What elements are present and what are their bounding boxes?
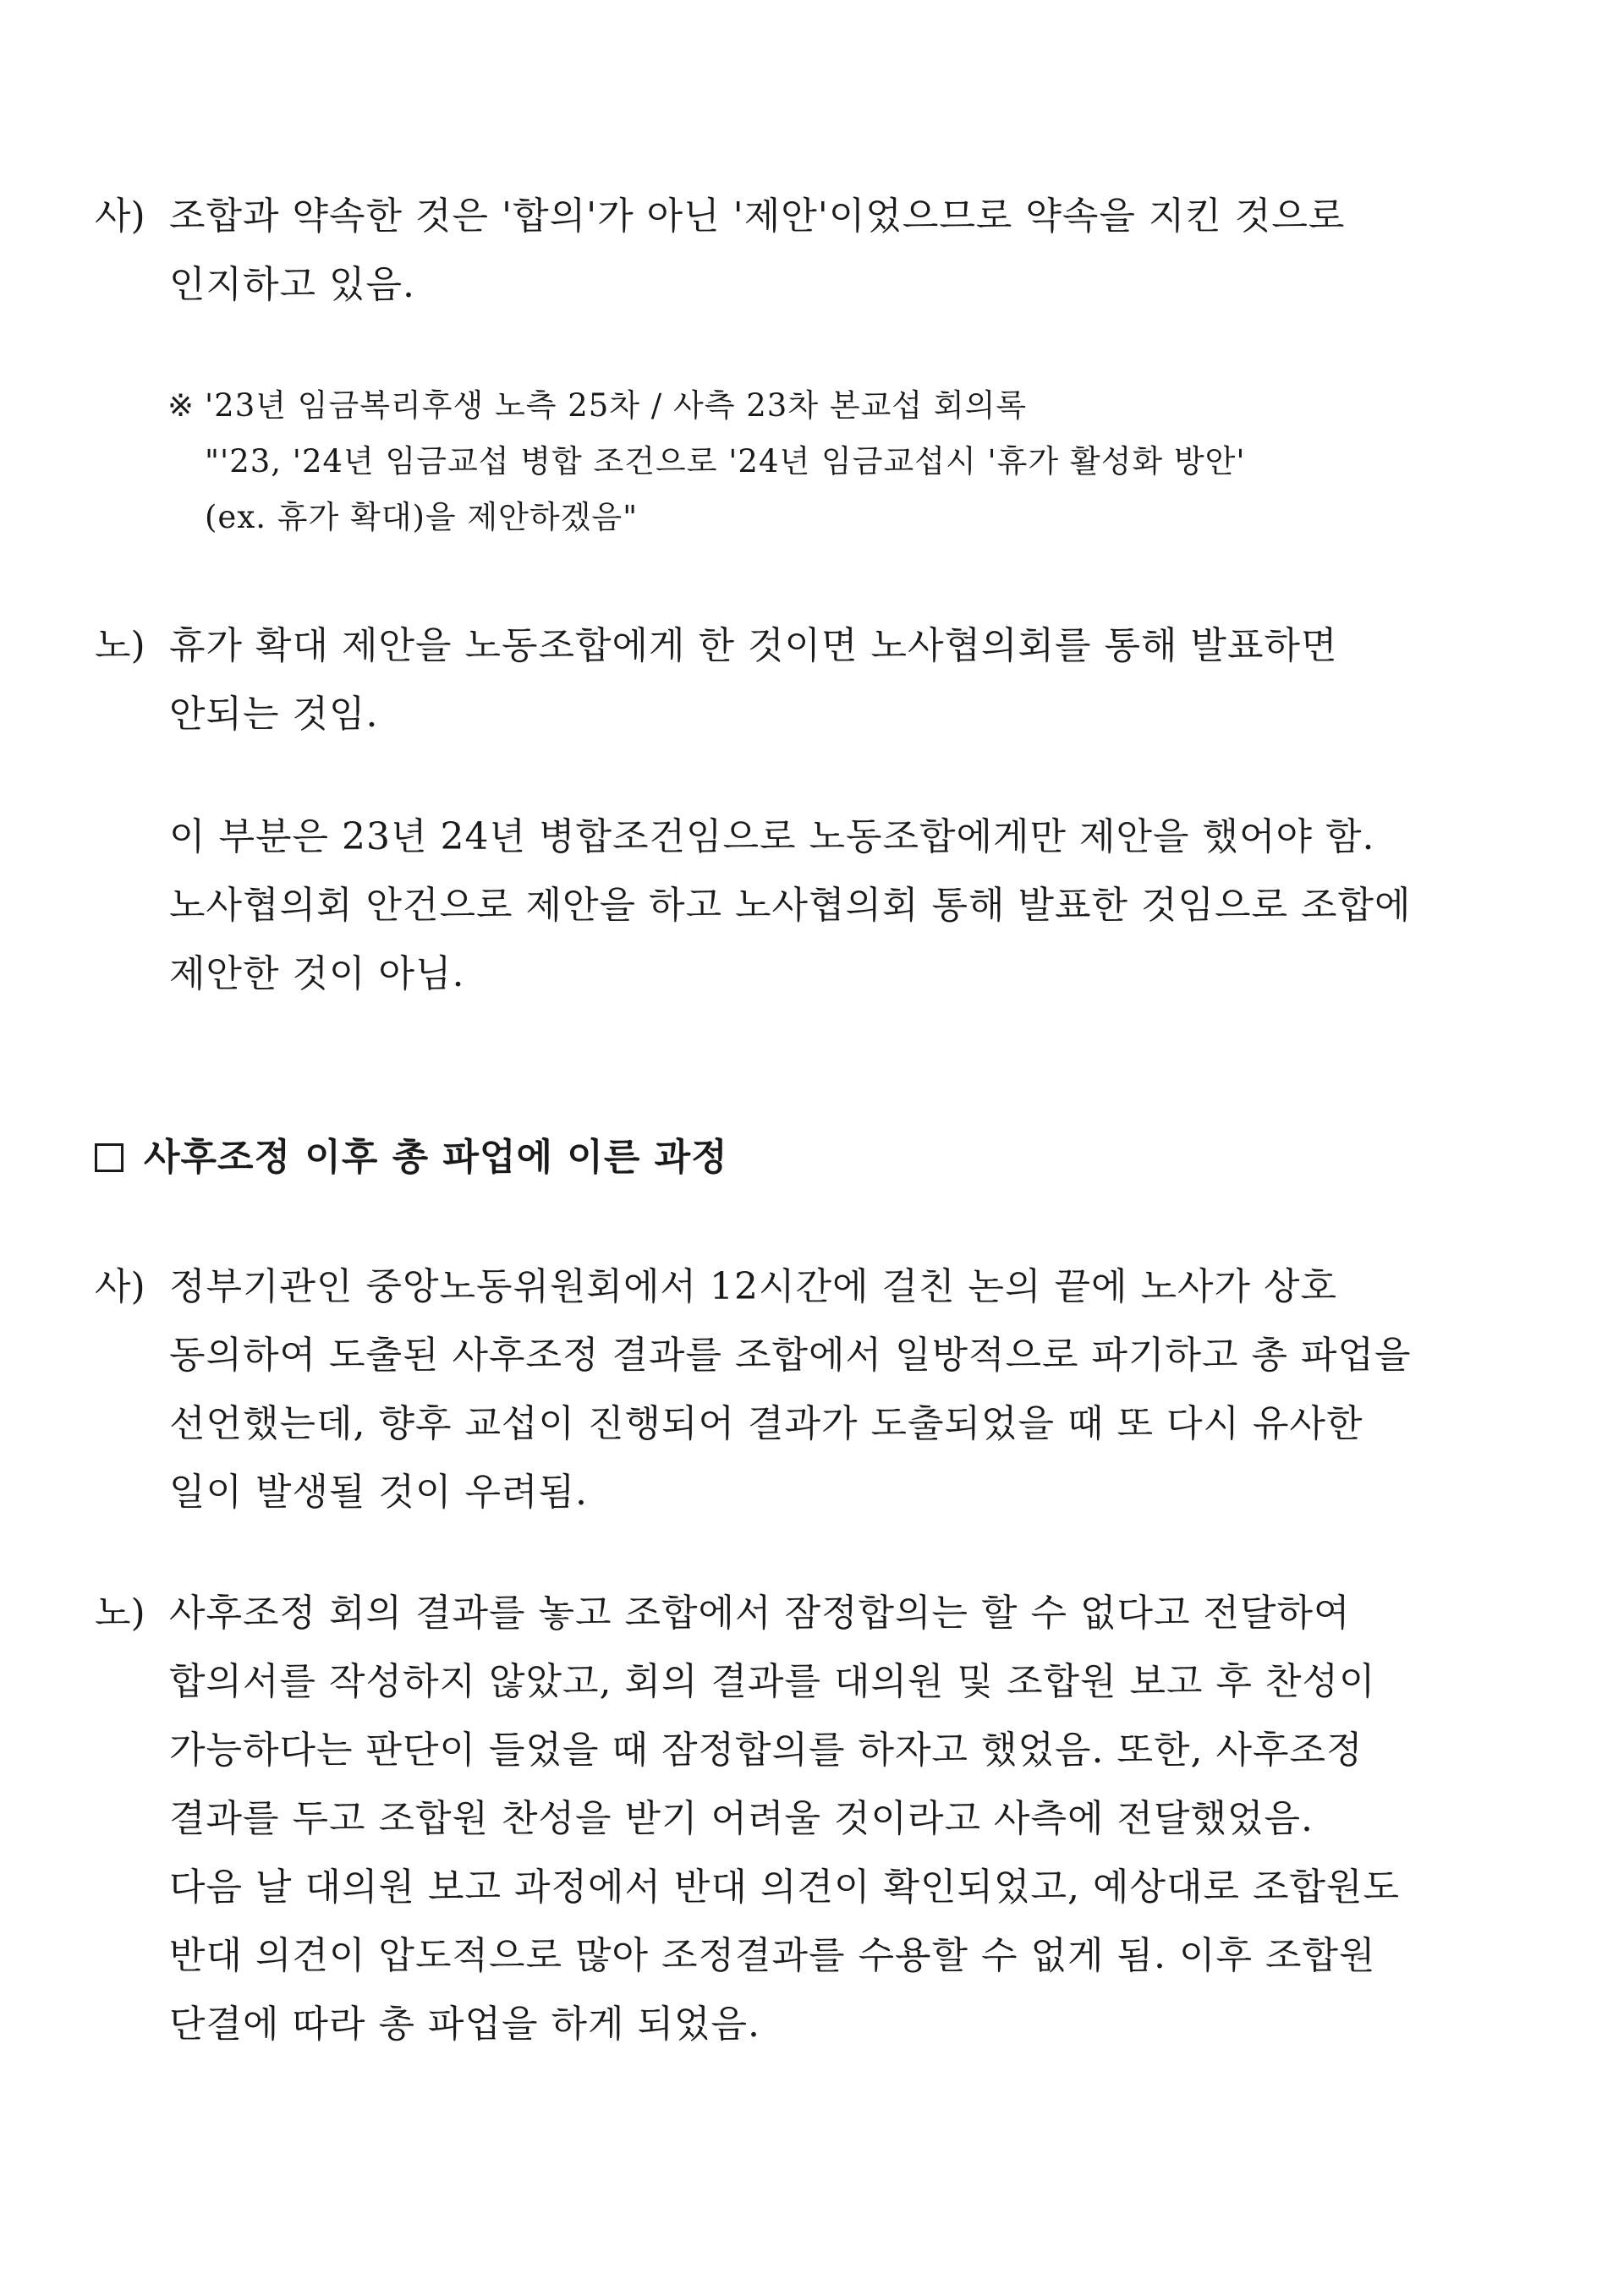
block4-line-3: 가능하다는 판단이 들었을 때 잠정합의를 하자고 했었음. 또한, 사후조정 [169,1729,1363,1772]
block3-line-3: 선언했는데, 향후 교섭이 진행되어 결과가 도출되었을 때 또 다시 유사한 [169,1402,1363,1445]
block2-marker: 노) [95,624,145,667]
block2-para2-line-1: 이 부분은 23년 24년 병합조건임으로 노동조합에게만 제안을 했어야 함. [169,815,1375,858]
block4-line-6: 반대 의견이 압도적으로 많아 조정결과를 수용할 수 없게 됨. 이후 조합원 [169,1934,1376,1977]
block4-line-5: 다음 날 대의원 보고 과정에서 반대 의견이 확인되었고, 예상대로 조합원도 [169,1866,1400,1909]
checkbox-square-icon [95,1143,123,1172]
block2-para2-line-2: 노사협의회 안건으로 제안을 하고 노사협의회 통해 발표한 것임으로 조합에 [169,884,1412,927]
note-line-2: "'23, '24년 임금교섭 병합 조건으로 '24년 임금교섭시 '휴가 활성화 방안' [205,443,1246,479]
note-line-3: (ex. 휴가 확대)을 제안하겠음" [205,499,639,535]
block2-para2-line-3: 제안한 것이 아님. [169,952,465,995]
block1-line-2: 인지하고 있음. [169,263,415,306]
note-line-1: '23년 임금복리후생 노측 25차 / 사측 23차 본교섭 회의록 [205,387,1028,424]
block3-marker: 사) [95,1265,145,1308]
note-symbol: ※ [167,387,195,424]
block3-line-4: 일이 발생될 것이 우려됨. [169,1471,588,1514]
block4-line-1: 사후조정 회의 결과를 놓고 조합에서 잠정합의는 할 수 없다고 전달하여 [169,1592,1351,1635]
block3-line-1: 정부기관인 중앙노동위원회에서 12시간에 걸친 논의 끝에 노사가 상호 [169,1265,1338,1308]
block3-line-2: 동의하여 도출된 사후조정 결과를 조합에서 일방적으로 파기하고 총 파업을 [169,1334,1412,1377]
block1-marker: 사) [95,195,145,238]
block2-line-1: 휴가 확대 제안을 노동조합에게 한 것이면 노사협의회를 통해 발표하면 [169,624,1338,667]
block4-line-4: 결과를 두고 조합원 찬성을 받기 어려울 것이라고 사측에 전달했었음. [169,1797,1314,1840]
section-title: 사후조정 이후 총 파업에 이른 과정 [144,1136,728,1179]
block2-line-2: 안되는 것임. [169,693,379,736]
block1-line-1: 조합과 약속한 것은 '합의'가 아닌 '제안'이었으므로 약속을 지킨 것으로 [169,195,1346,238]
block4-line-2: 합의서를 작성하지 않았고, 회의 결과를 대의원 및 조합원 보고 후 찬성이 [169,1660,1376,1703]
block4-line-7: 단결에 따라 총 파업을 하게 되었음. [169,2003,760,2046]
block4-marker: 노) [95,1592,145,1635]
